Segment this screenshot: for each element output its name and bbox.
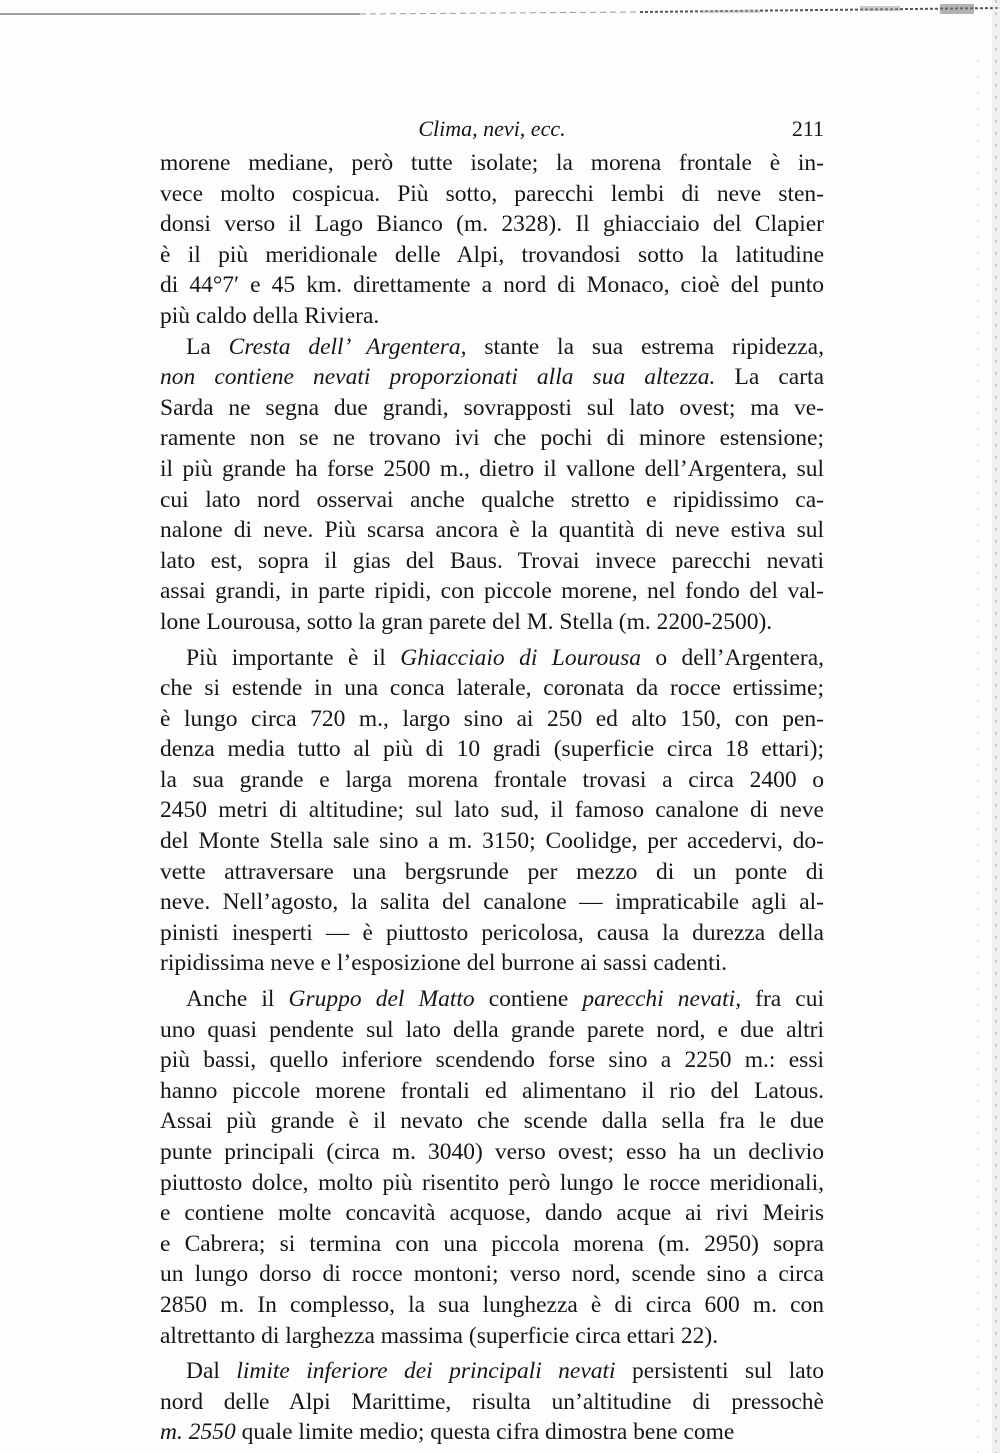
text-line <box>160 1417 824 1448</box>
text-run: altrettanto di larghezza massima (superficie circa ettari 22). <box>160 1322 719 1349</box>
text-line <box>160 857 824 888</box>
text-line <box>160 362 824 393</box>
text-line <box>160 209 824 240</box>
text-run: è il più meridionale delle Alpi, trovandosi sotto la latitudine <box>160 241 824 268</box>
text-line <box>160 704 824 735</box>
text-line <box>160 1321 824 1352</box>
text-line <box>160 515 824 546</box>
text-run: piuttosto dolce, molto più risentito però lungo le rocce meridionali, <box>160 1169 824 1196</box>
text-line <box>160 1106 824 1137</box>
text-line <box>160 1137 824 1168</box>
text-run: un lungo dorso di rocce montoni; verso nord, scende sino a circa <box>160 1261 824 1288</box>
text-run: Sarda ne segna due grandi, sovrapposti sul lato ovest; ma ve- <box>160 394 824 421</box>
text-line <box>160 485 824 516</box>
text-run: contiene <box>474 986 583 1013</box>
scan-noise-top <box>0 0 1000 60</box>
text-run: cui lato nord osservai anche qualche stretto e ripidissimo ca- <box>160 486 824 513</box>
text-run: la sua grande e larga morena frontale trovasi a circa 2400 o <box>160 766 824 793</box>
scan-noise-right <box>930 0 1000 1453</box>
text-run: e Cabrera; si termina con una piccola morena (m. 2950) sopra <box>160 1230 824 1257</box>
text-line <box>160 1198 824 1229</box>
text-line <box>160 948 824 979</box>
text-run: quale limite medio; questa cifra dimostra bene come <box>235 1419 735 1446</box>
page-number: 211 <box>791 116 824 141</box>
text-run: di 44°7′ e 45 km. direttamente a nord di Monaco, cioè del punto <box>160 272 824 299</box>
text-run: neve. Nell’agosto, la salita del canalone — impraticabile agli al- <box>160 889 824 916</box>
text-line <box>160 1076 824 1107</box>
text-run: punte principali (circa m. 3040) verso ovest; esso ha un declivio <box>160 1139 824 1165</box>
text-run: 2450 metri di altitudine; sul lato sud, il famoso canalone di neve <box>160 797 824 824</box>
text-line <box>160 1168 824 1199</box>
italic-text: parecchi nevati, <box>582 986 742 1013</box>
text-run: è lungo circa 720 m., largo sino ai 250 ed alto 150, con pen- <box>160 705 824 732</box>
text-line <box>160 1015 824 1046</box>
text-run: il più grande ha forse 2500 m., dietro il vallone dell’Argentera, sul <box>160 455 824 482</box>
paragraph <box>160 148 824 332</box>
text-run: ripidissima neve e l’esposizione del burrone ai sassi cadenti. <box>160 950 728 977</box>
text-run: lone Lourousa, sotto la gran parete del M. Stella (m. 2200-2500). <box>160 608 773 635</box>
text-run: Dal <box>186 1358 237 1385</box>
text-line <box>160 826 824 857</box>
text-run: uno quasi pendente sul lato della grande parete nord, e due altri <box>160 1016 824 1043</box>
text-run: Anche il <box>186 986 289 1013</box>
text-run: del Monte Stella sale sino a m. 3150; Coolidge, per accedervi, do- <box>160 828 824 855</box>
text-run: o dell’Argentera, <box>641 644 825 671</box>
text-run: stante la sua estrema ripidezza, <box>466 333 824 360</box>
text-run: e contiene molte concavità acquose, dando acque ai rivi Meiris <box>160 1200 824 1227</box>
text-line <box>160 984 824 1015</box>
text-line <box>160 887 824 918</box>
text-run: morene mediane, però tutte isolate; la morena frontale è in- <box>160 150 824 176</box>
text-run: pinisti inesperti — è piuttosto pericolosa, causa la durezza della <box>160 919 824 946</box>
paragraph <box>160 332 824 638</box>
text-line <box>160 1387 824 1418</box>
paragraph <box>160 643 824 980</box>
text-run: ramente non se ne trovano ivi che pochi di minore estensione; <box>160 425 824 452</box>
text-line <box>160 673 824 704</box>
text-run: Assai più grande è il nevato che scende dalla sella fra le due <box>160 1108 824 1135</box>
text-line <box>160 148 824 179</box>
text-line <box>160 454 824 485</box>
text-line <box>160 1356 824 1387</box>
text-run: più caldo della Riviera. <box>160 302 380 329</box>
text-run: donsi verso il Lago Bianco (m. 2328). Il ghiacciaio del Clapier <box>160 211 824 238</box>
italic-text: limite inferiore dei principali nevati <box>236 1358 616 1385</box>
text-line <box>160 765 824 796</box>
text-run: persistenti sul lato <box>615 1358 824 1385</box>
text-line <box>160 607 824 638</box>
italic-text: Cresta dell’ Argentera, <box>228 333 467 360</box>
body-text <box>160 148 824 1448</box>
text-line <box>160 301 824 332</box>
text-line <box>160 1229 824 1260</box>
text-run: che si estende in una conca laterale, coronata da rocce ertissime; <box>160 675 824 702</box>
text-line <box>160 270 824 301</box>
running-title: Clima, nevi, ecc. <box>418 116 566 141</box>
text-run: vette attraversare una bergsrunde per mezzo di un ponte di <box>160 858 824 885</box>
text-line <box>160 734 824 765</box>
text-run: fra cui <box>741 986 825 1013</box>
text-run: vece molto cospicua. Più sotto, parecchi lembi di neve sten- <box>160 180 824 207</box>
italic-text: Gruppo del Matto <box>288 986 475 1013</box>
text-line <box>160 795 824 826</box>
text-line <box>160 179 824 210</box>
paragraph <box>160 1356 824 1448</box>
text-line <box>160 643 824 674</box>
text-line <box>160 918 824 949</box>
text-line <box>160 1259 824 1290</box>
italic-text: m. 2550 <box>160 1419 236 1446</box>
text-run: La <box>186 333 229 360</box>
text-run: 2850 m. In complesso, la sua lunghezza è di circa 600 m. con <box>160 1291 824 1318</box>
text-run: La carta <box>715 364 825 391</box>
text-run: hanno piccole morene frontali ed alimentano il rio del Latous. <box>160 1077 824 1104</box>
text-line <box>160 423 824 454</box>
text-run: più bassi, quello inferiore scendendo forse sino a 2250 m.: essi <box>160 1047 824 1074</box>
text-line <box>160 546 824 577</box>
text-line <box>160 332 824 363</box>
paragraph <box>160 984 824 1351</box>
text-run: nalone di neve. Più scarsa ancora è la quantità di neve estiva sul <box>160 517 824 544</box>
text-line <box>160 393 824 424</box>
text-line <box>160 576 824 607</box>
italic-text: non contiene nevati proporzionati alla sua altezza. <box>160 364 716 391</box>
text-run: assai grandi, in parte ripidi, con piccole morene, nel fondo del val- <box>160 578 824 605</box>
text-line <box>160 240 824 271</box>
text-line <box>160 1045 824 1076</box>
text-run: Più importante è il <box>186 644 401 671</box>
text-run: lato est, sopra il gias del Baus. Trovai invece parecchi nevati <box>160 547 824 574</box>
text-run: nord delle Alpi Marittime, risulta un’altitudine di pressochè <box>160 1388 824 1415</box>
page-header <box>160 116 824 146</box>
text-run: denza media tutto al più di 10 gradi (superficie circa 18 ettari); <box>160 736 824 763</box>
italic-text: Ghiacciaio di Lourousa <box>400 644 641 671</box>
text-line <box>160 1290 824 1321</box>
